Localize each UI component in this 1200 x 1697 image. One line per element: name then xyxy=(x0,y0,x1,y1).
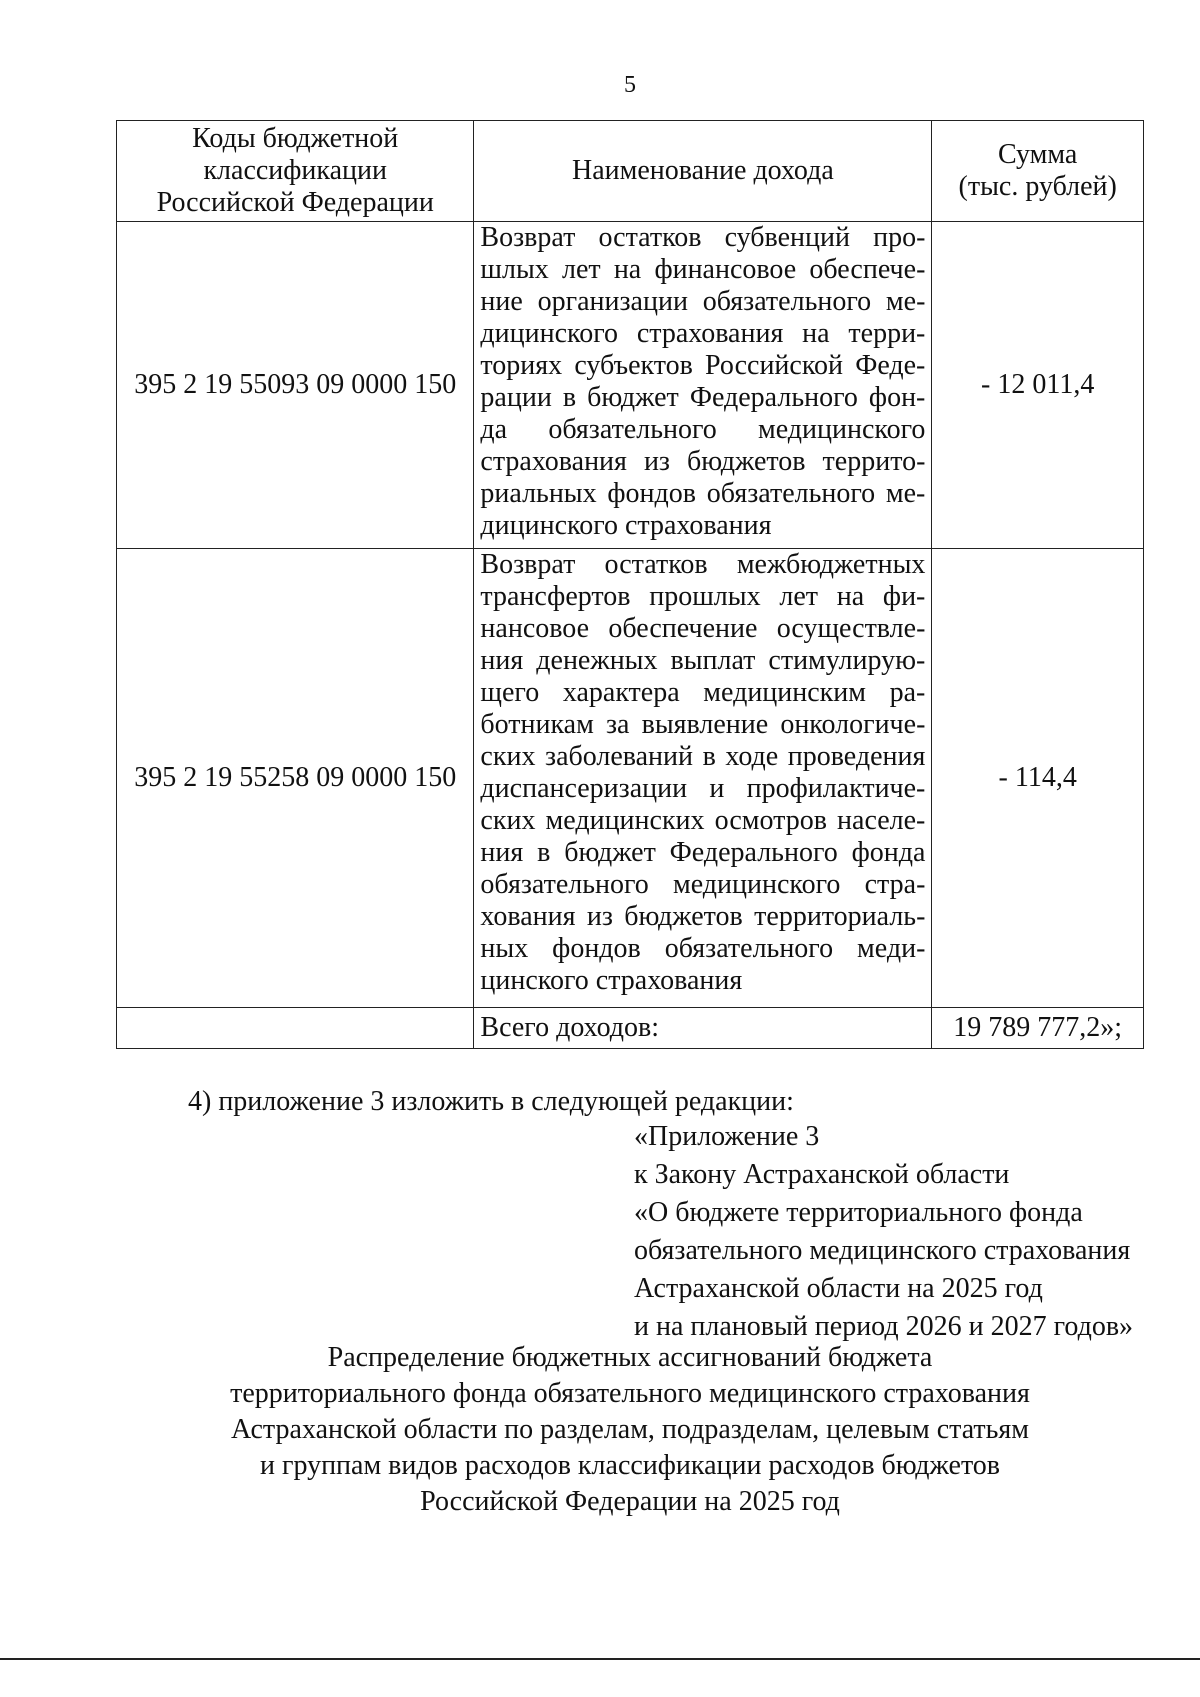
table-header-row xyxy=(117,121,1144,222)
section-title xyxy=(0,1340,1200,1520)
income-name-line: Возврат остатков межбюджетных xyxy=(480,549,926,580)
income-name-line: да обязательного медицинского xyxy=(480,414,926,445)
income-name-line: шлых лет на финансовое обеспече- xyxy=(480,254,926,285)
income-name-line: Возврат остатков субвенций про- xyxy=(480,222,926,253)
income-name-line: рации в бюджет Федерального фон- xyxy=(480,382,926,413)
header-codes xyxy=(117,121,474,222)
income-name-cell xyxy=(474,222,932,549)
income-name-cell xyxy=(474,549,932,1008)
page-number: 5 xyxy=(624,72,636,98)
total-label: Всего доходов: xyxy=(474,1008,932,1049)
header-codes-line: Российской Федерации xyxy=(156,187,434,218)
income-name-line: дицинского страхования xyxy=(480,510,772,541)
header-codes-line: Коды бюджетной xyxy=(192,123,399,154)
sum-cell: - 114,4 xyxy=(932,549,1144,1008)
header-sum-line: (тыс. рублей) xyxy=(958,171,1117,202)
budget-code-cell: 395 2 19 55093 09 0000 150 xyxy=(117,222,474,549)
title-line: Астраханской области по разделам, подразделам, целевым статьям xyxy=(230,1414,1030,1445)
total-row xyxy=(117,1008,1144,1049)
income-name-line: ние организации обязательного ме- xyxy=(480,286,926,317)
title-line: Российской Федерации на 2025 год xyxy=(420,1486,840,1517)
income-name-line: хования из бюджетов территориаль- xyxy=(480,901,926,932)
footer-divider xyxy=(0,1658,1200,1660)
income-name-line: ских медицинских осмотров населе- xyxy=(480,805,926,836)
total-sum: 19 789 777,2»; xyxy=(932,1008,1144,1049)
header-sum-line: Сумма xyxy=(998,139,1078,170)
appendix-line: «Приложение 3 xyxy=(634,1121,820,1152)
income-name-line: ния денежных выплат стимулирую- xyxy=(480,645,926,676)
income-name-line: цинского страхования xyxy=(480,965,743,996)
income-name-line: ных фондов обязательного меди- xyxy=(480,933,926,964)
income-name-line: щего характера медицинским ра- xyxy=(480,677,926,708)
header-codes-line: классификации xyxy=(203,155,387,186)
income-name-line: диспансеризации и профилактиче- xyxy=(480,773,926,804)
appendix-line: Астраханской области на 2025 год xyxy=(634,1273,1043,1304)
header-sum xyxy=(932,121,1144,222)
income-name-line: ских заболеваний в ходе проведения xyxy=(480,741,926,772)
income-name-line: страхования из бюджетов террито- xyxy=(480,446,926,477)
title-line: Распределение бюджетных ассигнований бюджета xyxy=(327,1342,933,1373)
income-name-line: ботникам за выявление онкологиче- xyxy=(480,709,926,740)
sum-cell: - 12 011,4 xyxy=(932,222,1144,549)
appendix-line: к Закону Астраханской области xyxy=(634,1159,1010,1190)
income-name-line: трансфертов прошлых лет на фи- xyxy=(480,581,926,612)
header-name: Наименование дохода xyxy=(474,121,932,222)
income-table xyxy=(116,120,1144,1049)
title-line: территориального фонда обязательного медицинского страхования xyxy=(230,1378,1030,1409)
budget-code-cell: 395 2 19 55258 09 0000 150 xyxy=(117,549,474,1008)
title-line: и группам видов расходов классификации расходов бюджетов xyxy=(259,1450,1001,1481)
table-row xyxy=(117,222,1144,549)
income-name-line: ториях субъектов Российской Феде- xyxy=(480,350,926,381)
appendix-reference xyxy=(634,1118,1133,1346)
income-name-line: ния в бюджет Федерального фонда xyxy=(480,837,926,868)
total-empty-cell xyxy=(117,1008,474,1049)
income-name-line: нансовое обеспечение осуществле- xyxy=(480,613,926,644)
table-row xyxy=(117,549,1144,1008)
appendix-line: и на плановый период 2026 и 2027 годов» xyxy=(634,1311,1134,1342)
income-name-line: риальных фондов обязательного ме- xyxy=(480,478,926,509)
appendix-line: обязательного медицинского страхования xyxy=(634,1235,1131,1266)
income-name-line: обязательного медицинского стра- xyxy=(480,869,926,900)
appendix-line: «О бюджете территориального фонда xyxy=(634,1197,1083,1228)
amendment-item: 4) приложение 3 изложить в следующей редакции: xyxy=(188,1086,794,1117)
income-name-line: дицинского страхования на терри- xyxy=(480,318,926,349)
